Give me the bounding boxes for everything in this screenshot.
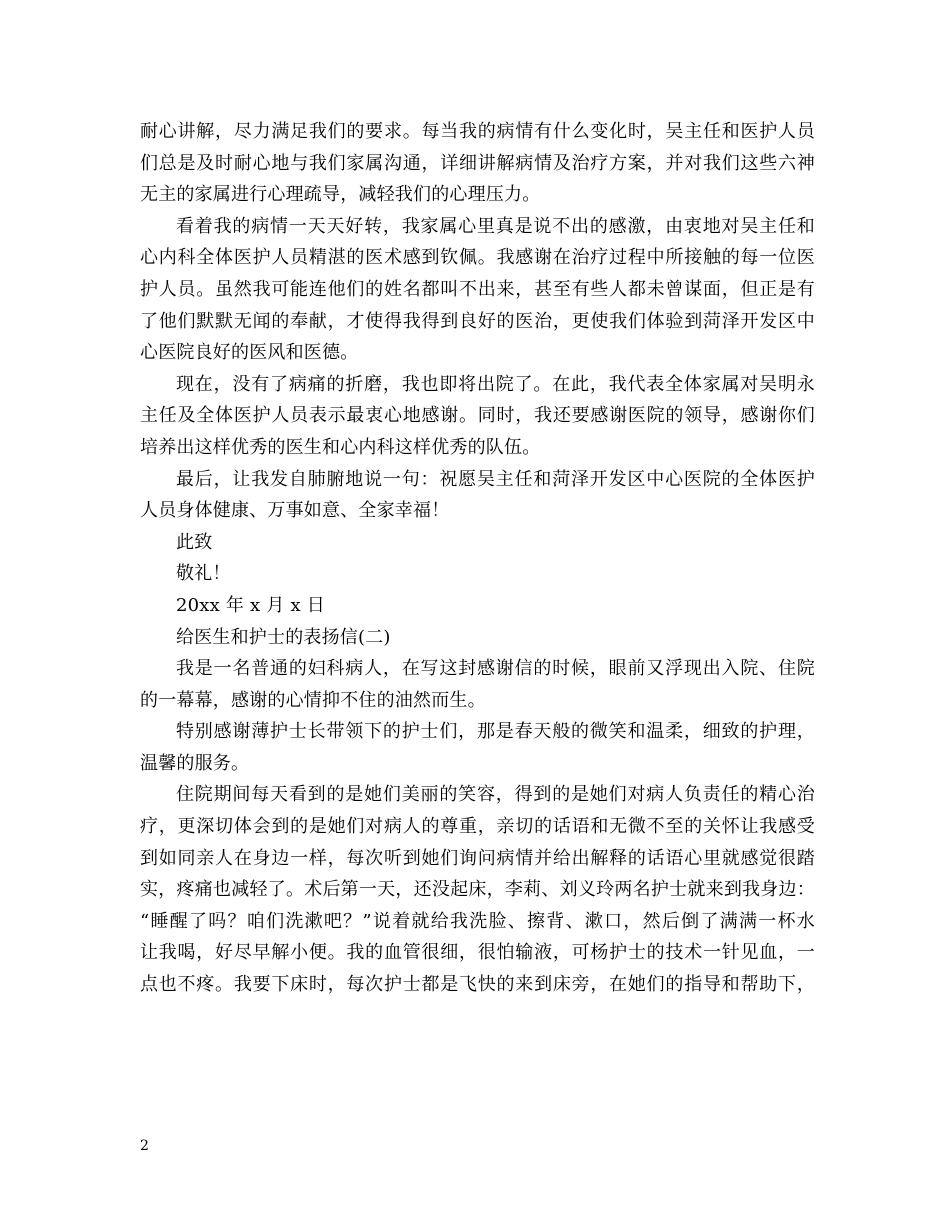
text-line: 无主的家属进行心理疏导，减轻我们的心理压力。	[140, 184, 541, 206]
text-line: 主任及全体医护人员表示最衷心地感谢。同时，我还要感谢医院的领导，感谢你们	[140, 405, 815, 427]
text-line: 疗，更深切体会到的是她们对病人的尊重，亲切的话语和无微不至的关怀让我感受	[140, 816, 815, 838]
text-line: “睡醒了吗？咱们洗漱吧？”说着就给我洗脸、擦背、漱口，然后倒了满满一杯水	[140, 910, 815, 932]
text-line: 特别感谢薄护士长带领下的护士们，那是春天般的微笑和温柔，细致的护理，	[176, 721, 815, 743]
text-line: 给医生和护士的表扬信(二)	[176, 626, 391, 648]
text-line: 们总是及时耐心地与我们家属沟通，详细讲解病情及治疗方案，并对我们这些六神	[140, 152, 815, 174]
page-number: 2	[140, 1138, 149, 1154]
text-line: 心医院良好的医风和医德。	[140, 342, 359, 364]
text-line: 最后，让我发自肺腑地说一句：祝愿吴主任和菏泽开发区中心医院的全体医护	[176, 468, 815, 490]
text-line: 护人员。虽然我可能连他们的姓名都叫不出来，甚至有些人都未曾谋面，但正是有	[140, 278, 815, 300]
text-line: 住院期间每天看到的是她们美丽的笑容，得到的是她们对病人负责任的精心治	[176, 784, 815, 806]
text-line: 看着我的病情一天天好转，我家属心里真是说不出的感激，由衷地对吴主任和	[176, 215, 815, 237]
text-line: 到如同亲人在身边一样，每次听到她们询问病情并给出解释的话语心里就感觉很踏	[140, 847, 815, 869]
text-line: 温馨的服务。	[140, 752, 250, 774]
text-line: 让我喝，好尽早解小便。我的血管很细，很怕输液，可杨护士的技术一针见血，一	[140, 942, 815, 964]
text-line: 人员身体健康、万事如意、全家幸福！	[140, 500, 450, 522]
text-line: 现在，没有了病痛的折磨，我也即将出院了。在此，我代表全体家属对吴明永	[176, 373, 815, 395]
text-line: 点也不疼。我要下床时，每次护士都是飞快的来到床旁，在她们的指导和帮助下，	[140, 974, 815, 996]
text-line: 20xx 年 x 月 x 日	[176, 594, 325, 616]
text-line: 敬礼！	[176, 563, 231, 585]
text-line: 我是一名普通的妇科病人，在写这封感谢信的时候，眼前又浮现出入院、住院	[176, 658, 815, 680]
text-line: 此致	[176, 531, 213, 553]
text-line: 心内科全体医护人员精湛的医术感到钦佩。我感谢在治疗过程中所接触的每一位医	[140, 247, 815, 269]
text-line: 耐心讲解，尽力满足我们的要求。每当我的病情有什么变化时，吴主任和医护人员	[140, 121, 815, 142]
text-line: 的一幕幕，感谢的心情抑不住的油然而生。	[140, 689, 486, 711]
text-line: 培养出这样优秀的医生和心内科这样优秀的队伍。	[140, 436, 541, 458]
letter-body	[140, 116, 815, 1001]
text-line: 实，疼痛也减轻了。术后第一天，还没起床，李莉、刘义玲两名护士就来到我身边：	[140, 879, 815, 901]
text-line: 了他们默默无闻的奉献，才使得我得到良好的医治，更使我们体验到菏泽开发区中	[140, 310, 815, 332]
